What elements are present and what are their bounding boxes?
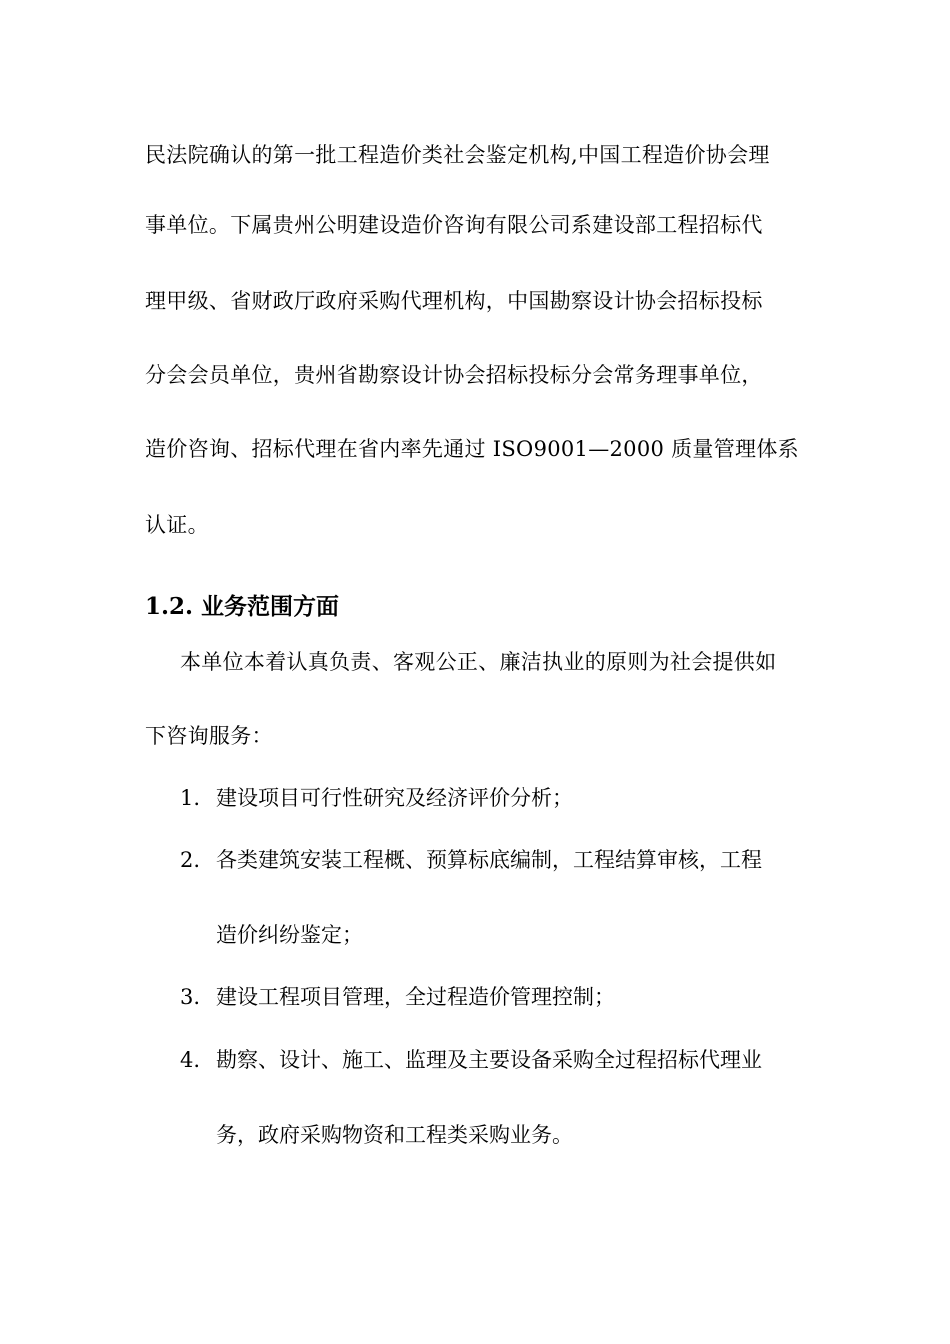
paragraph-line: 认证。 (145, 513, 209, 537)
intro-line: 本单位本着认真负责、客观公正、廉洁执业的原则为社会提供如 (180, 650, 777, 674)
list-item-text: 建设项目可行性研究及经济评价分析； (216, 786, 573, 810)
list-item-number: 3. (180, 985, 201, 1009)
section-heading: 1.2. 业务范围方面 (145, 593, 340, 620)
list-item (180, 982, 820, 1012)
list-item-text: 建设工程项目管理，全过程造价管理控制； (216, 985, 615, 1009)
paragraph-line: 民法院确认的第一批工程造价类社会鉴定机构,中国工程造价协会理 (145, 143, 770, 167)
paragraph-line: 造价咨询、招标代理在省内率先通过 ISO9001—2000 质量管理体系 (145, 437, 799, 461)
paragraph-line: 分会会员单位，贵州省勘察设计协会招标投标分会常务理事单位， (145, 363, 763, 387)
paragraph-line: 理甲级、省财政厅政府采购代理机构，中国勘察设计协会招标投标 (145, 289, 763, 313)
list-item-number: 1. (180, 786, 201, 810)
list-item (180, 783, 820, 813)
list-item-text: 勘察、设计、施工、监理及主要设备采购全过程招标代理业 (216, 1048, 762, 1072)
list-item-number: 4. (180, 1048, 201, 1072)
list-item (180, 845, 820, 875)
list-item-continuation: 务，政府采购物资和工程类采购业务。 (216, 1123, 573, 1147)
list-item (180, 1045, 820, 1075)
list-item-number: 2. (180, 848, 201, 872)
list-item-continuation: 造价纠纷鉴定； (216, 923, 363, 947)
intro-line: 下咨询服务： (145, 724, 273, 748)
list-item-text: 各类建筑安装工程概、预算标底编制，工程结算审核，工程 (216, 848, 762, 872)
paragraph-line: 事单位。下属贵州公明建设造价咨询有限公司系建设部工程招标代 (145, 213, 763, 237)
